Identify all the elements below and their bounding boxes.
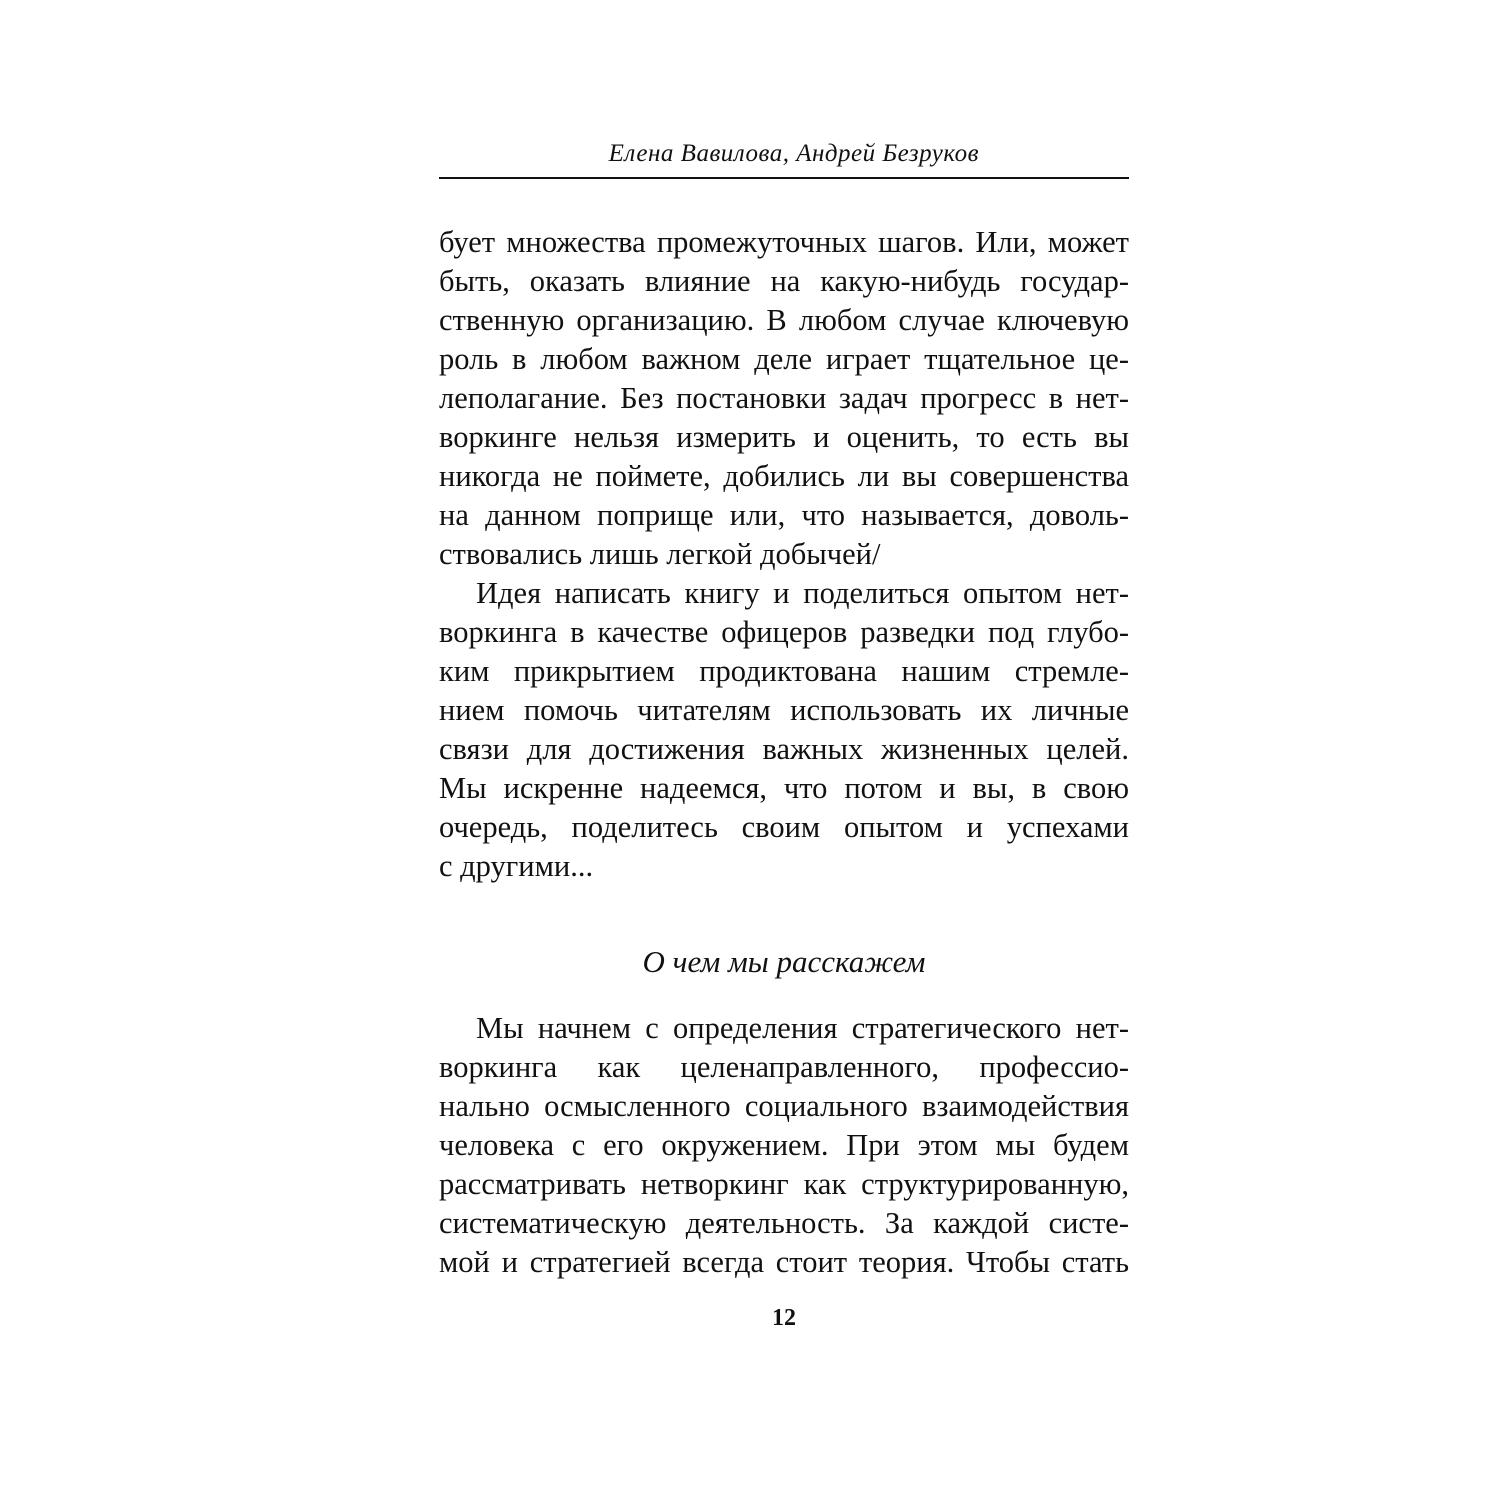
text-line: воркинга как целенаправленного, профессио- [439,1050,1129,1084]
text-line: быть, оказать влияние на какую-нибудь государ- [439,264,1129,298]
text-line: связи для достижения важных жизненных целей. [439,732,1129,766]
text-line: рассматривать нетворкинг как структурированную, [439,1167,1129,1201]
text-line: ким прикрытием продиктована нашим стремле- [439,654,1129,688]
text-line: Мы начнем с определения стратегического нет- [476,1011,1129,1045]
text-line: мой и стратегией всегда стоит теория. Чтобы стать [439,1245,1129,1279]
section-heading: О чем мы расскажем [642,944,926,979]
text-line: Идея написать книгу и поделиться опытом нет- [476,576,1129,610]
book-page [439,0,1129,1500]
text-line: с другими... [439,849,594,883]
text-line: леполагание. Без постановки задач прогресс в нет- [439,381,1129,415]
text-line: ственную организацию. В любом случае ключевую [439,303,1129,337]
header-rule [439,177,1129,179]
text-line: воркинге нельзя измерить и оценить, то есть вы [439,420,1129,454]
text-line: роль в любом важном деле играет тщательное це- [439,342,1129,376]
text-line: ствовались лишь легкой добычей/ [439,537,881,571]
text-line: воркинга в качестве офицеров разведки под глубо- [439,615,1129,649]
page-number: 12 [772,1305,796,1331]
text-line: на данном поприще или, что называется, доволь- [439,498,1129,532]
text-line: очередь, поделитесь своим опытом и успехами [439,810,1129,844]
text-line: систематическую деятельность. За каждой систе- [439,1206,1129,1240]
text-line: Мы искренне надеемся, что потом и вы, в свою [439,771,1129,805]
text-line: человека с его окружением. При этом мы будем [439,1128,1129,1162]
running-head: Елена Вавилова, Андрей Безруков [608,140,979,167]
text-line: никогда не поймете, добились ли вы совершенства [439,459,1129,493]
text-line: нально осмысленного социального взаимодействия [439,1089,1129,1123]
text-line: нием помочь читателям использовать их личные [439,693,1129,727]
text-line: бует множества промежуточных шагов. Или, может [439,225,1129,259]
